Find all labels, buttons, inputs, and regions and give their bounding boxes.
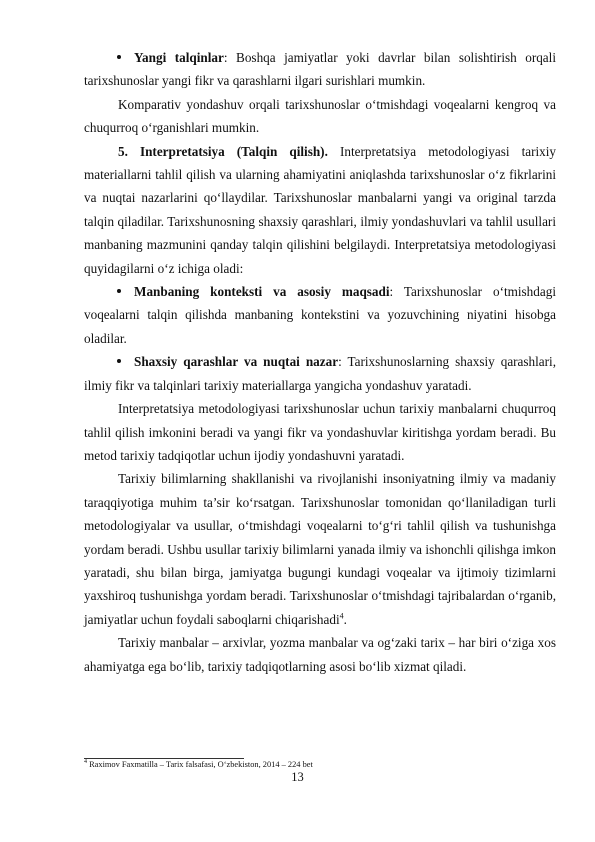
page-number: 13 — [291, 770, 304, 784]
footnote-divider — [84, 758, 244, 759]
document-body — [84, 46, 556, 678]
paragraph-tarixiy-bilimlar: Tarixiy bilimlarning shakllanishi va rivojlanishi insoniyatning ilmiy va madaniy taraqqiyotiga muhim ta’sir ko‘rsatgan. Tarixshunoslar tomonidan qo‘llaniladigan turli metodologiyalar va usullar, o‘tmishdagi voqealarni to‘g‘ri tahlil qilish va tushunishga yordam beradi. Ushbu usullar tarixiy bilimlarni yanada ilmiy va ishonchli qilishga imkon yaratadi, shu bilan birga, jamiyatga bugungi kundagi voqealar va ijtimoiy tizimlarni yaxshiroq tushunishga yordam beradi. Tarixshunoslar o‘tmishdagi tajribalardan o‘rganib, jamiyatlar uchun foydali saboqlarni chiqarishadi$^4$. — [84, 471, 556, 627]
paragraph-komparativ: Komparativ yondashuv orqali tarixshunoslar o‘tmishdagi voqealarni kengroq va chuqurroq o‘rganishlari mumkin. — [84, 96, 556, 136]
bullet-manbaning-konteksti: Manbaning konteksti va asosiy maqsadi: Tarixshunoslar o‘tmishdagi voqealarni talqin qilishda manbaning kontekstini va yozuvchining niyatini hisobga oladilar. — [84, 284, 556, 346]
bullet-yangi-talqinlar: Yangi talqinlar: Boshqa jamiyatlar yoki davrlar bilan solishtirish orqali tarixshunoslar yangi fikr va qarashlarni ilgari surishlari mumkin. — [84, 50, 556, 89]
footnote-ref[interactable]: 4 — [339, 611, 344, 621]
paragraph-interpretatsiya: 5. Interpretatsiya (Talqin qilish). Interpretatsiya metodologiyasi tarixiy materiallarni tahlil qilish va ularning ahamiyatini aniqlashda tarixshunoslar o‘z fikrlarini va nuqtai nazarlarini qo‘llaydilar. Tarixshunoslar manbalarni yangi va original tarzda talqin qiladilar. Tarixshunosning shaxsiy qarashlari, ilmiy yondashuvlari va tahlil usullari manbaning mazmunini qanday talqin qilishini belgilaydi. Interpretatsiya metodologiyasi quyidagilarni o‘z ichiga oladi: — [84, 143, 556, 276]
paragraph-tarixiy-manbalar: Tarixiy manbalar – arxivlar, yozma manbalar va og‘zaki tarix – har biri o‘ziga xos ahamiyatga ega bo‘lib, tarixiy tadqiqotlarning asosi bo‘lib xizmat qiladi. — [84, 635, 556, 674]
paragraph-interpretatsiya-metodologiyasi: Interpretatsiya metodologiyasi tarixshunoslar uchun tarixiy manbalarni chuqurroq tahlil qilish imkonini beradi va yangi fikr va yondashuvlar kiritishga yordam beradi. Bu metod tarixiy tadqiqotlar uchun ijodiy yondashuvni yaratadi. — [84, 401, 556, 463]
bullet-shaxsiy-qarashlar: Shaxsiy qarashlar va nuqtai nazar: Tarixshunoslarning shaxsiy qarashlari, ilmiy fikr va talqinlari tarixiy materiallarga yangicha yondashuv yaratadi. — [84, 354, 557, 393]
footnote: $^4$ Raximov Faxmatilla – Tarix falsafasi, O‘zbekiston, 2014 – 224 bet — [84, 759, 313, 769]
